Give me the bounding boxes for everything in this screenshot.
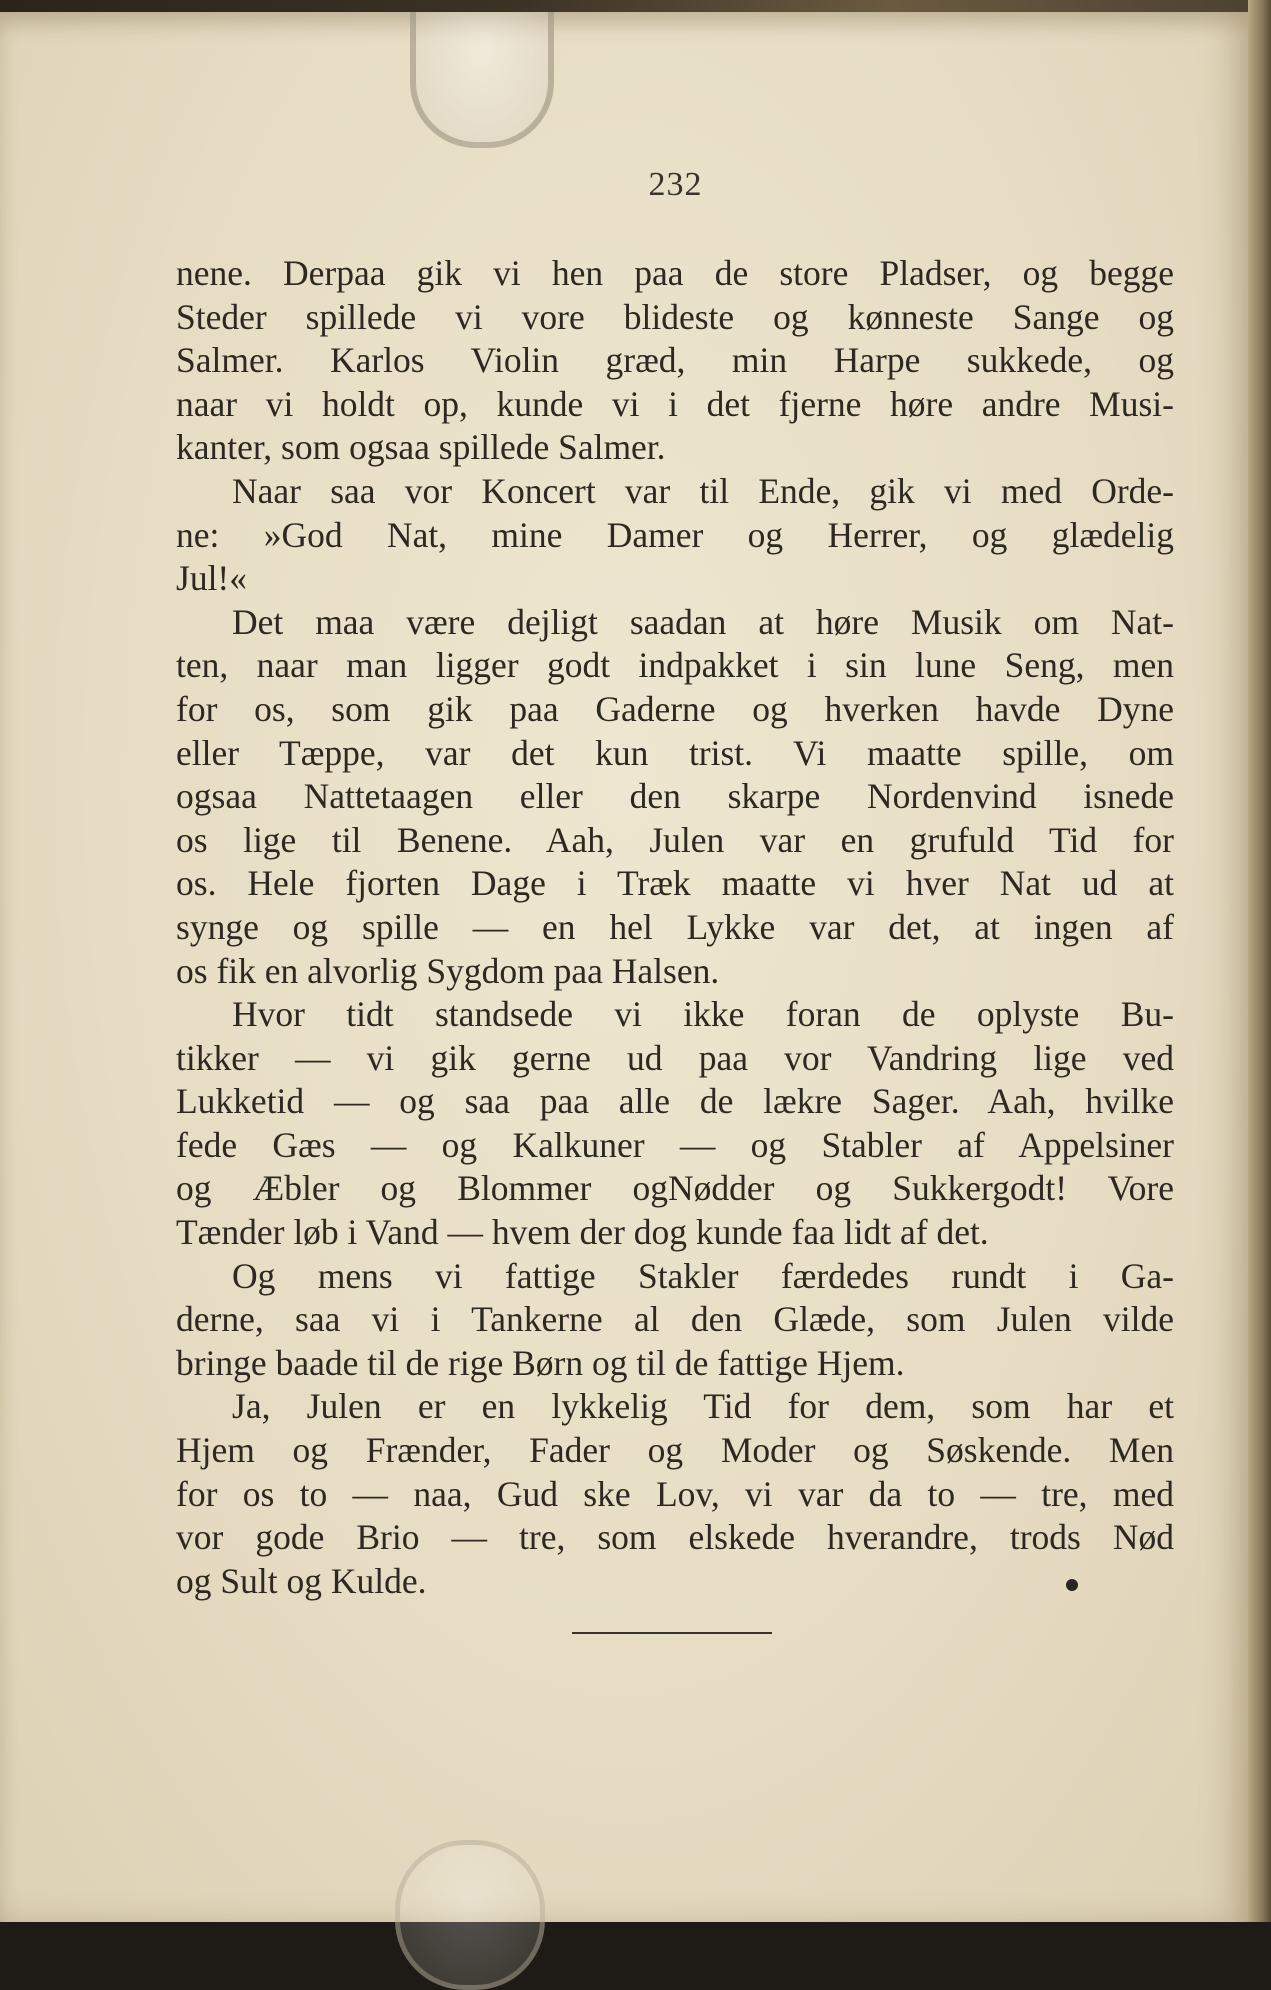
text-line: ogsaa Nattetaagen eller den skarpe Nordenvind isnede	[176, 776, 1174, 817]
text-line: os lige til Benene. Aah, Julen var en grufuld Tid for	[176, 819, 1174, 860]
text-line: Jul!«	[176, 558, 247, 599]
text-line: og Æbler og Blommer ogNødder og Sukkergodt! Vore	[176, 1168, 1174, 1209]
text-line: for os, som gik paa Gaderne og hverken havde Dyne	[176, 688, 1174, 729]
text-line: bringe baade til de rige Børn og til de fattige Hjem.	[176, 1342, 905, 1383]
text-line: Ja, Julen er en lykkelig Tid for dem, som har et	[232, 1386, 1174, 1427]
text-line: ne: »God Nat, mine Damer og Herrer, og glædelig	[176, 514, 1174, 555]
final-line-text: og Sult og Kulde.	[176, 1560, 427, 1601]
text-line: synge og spille — en hel Lykke var det, at ingen af	[176, 906, 1174, 947]
text-line: Det maa være dejligt saadan at høre Musik om Nat-	[232, 601, 1174, 642]
text-line: ten, naar man ligger godt indpakket i sin lune Seng, men	[176, 645, 1174, 686]
text-line: Og mens vi fattige Stakler færdedes rundt i Ga-	[232, 1255, 1174, 1296]
text-line: Salmer. Karlos Violin græd, min Harpe sukkede, og	[176, 340, 1174, 381]
text-line: os fik en alvorlig Sygdom paa Halsen.	[176, 950, 720, 991]
text-line: naar vi holdt op, kunde vi i det fjerne høre andre Musi-	[176, 383, 1174, 424]
page-clip-top	[410, 12, 554, 148]
text-line: fede Gæs — og Kalkuner — og Stabler af Appelsiner	[176, 1124, 1174, 1165]
text-line: kanter, som ogsaa spillede Salmer.	[176, 427, 666, 468]
text-line: eller Tæppe, var det kun trist. Vi maatte spille, om	[176, 732, 1174, 773]
text-line: nene. Derpaa gik vi hen paa de store Pladser, og begge	[176, 253, 1174, 293]
text-line: Tænder løb i Vand — hvem der dog kunde faa lidt af det.	[176, 1212, 989, 1253]
text-line: Lukketid — og saa paa alle de lækre Sager. Aah, hvilke	[176, 1081, 1174, 1122]
text-line: Naar saa vor Koncert var til Ende, gik vi med Orde-	[232, 470, 1174, 511]
text-line-final	[176, 1560, 1174, 1604]
page-clip-bottom	[395, 1840, 545, 1990]
text-line: Hjem og Frænder, Fader og Moder og Søskende. Men	[176, 1430, 1174, 1471]
text-line: Hvor tidt standsede vi ikke foran de oplyste Bu-	[232, 994, 1174, 1035]
body-text	[176, 252, 1174, 1603]
text-line: os. Hele fjorten Dage i Træk maatte vi hver Nat ud at	[176, 863, 1174, 904]
text-line: derne, saa vi i Tankerne al den Glæde, som Julen vilde	[176, 1299, 1174, 1340]
page-number: 232	[648, 166, 703, 203]
ink-dot-mark	[1066, 1579, 1078, 1591]
text-line: Steder spillede vi vore blideste og kønneste Sange og	[176, 296, 1174, 337]
book-right-edge	[1248, 0, 1271, 1922]
text-line: vor gode Brio — tre, som elskede hverandre, trods Nød	[176, 1517, 1174, 1558]
section-end-rule	[572, 1632, 772, 1634]
text-line: tikker — vi gik gerne ud paa vor Vandring lige ved	[176, 1037, 1174, 1078]
text-line: for os to — naa, Gud ske Lov, vi var da to — tre, med	[176, 1473, 1174, 1514]
